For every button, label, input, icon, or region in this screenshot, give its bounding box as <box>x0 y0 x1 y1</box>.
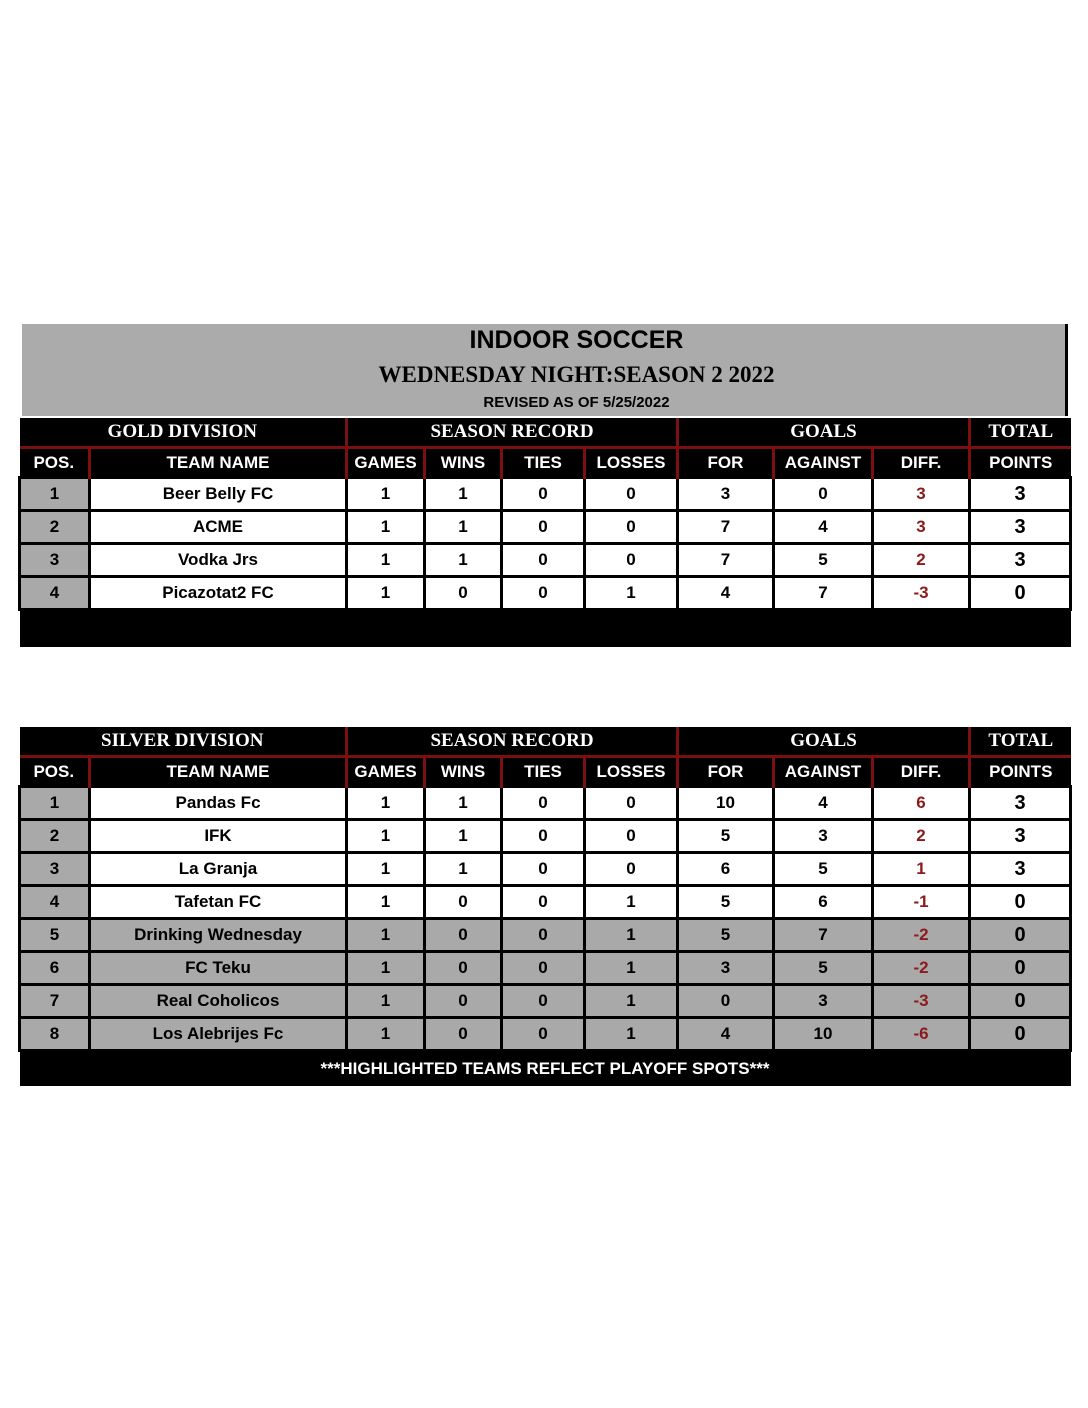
table-row <box>20 1018 1071 1051</box>
goals-against-cell: 6 <box>774 886 873 919</box>
col-ties: TIES <box>502 757 585 787</box>
ties-cell: 0 <box>502 820 585 853</box>
col-wins: WINS <box>425 448 502 478</box>
silver-rows <box>20 787 1071 1051</box>
goals-for-cell: 5 <box>678 886 774 919</box>
team-name-cell: Real Coholicos <box>90 985 347 1018</box>
pos-cell: 1 <box>20 478 90 511</box>
goals-for-cell: 7 <box>678 544 774 577</box>
col-ties: TIES <box>502 448 585 478</box>
col-diff: DIFF. <box>873 757 970 787</box>
ties-cell: 0 <box>502 787 585 820</box>
points-cell: 3 <box>970 544 1071 577</box>
ties-cell: 0 <box>502 886 585 919</box>
pos-cell: 3 <box>20 853 90 886</box>
gold-division-table <box>18 418 1072 647</box>
pos-cell: 2 <box>20 511 90 544</box>
goals-for-cell: 3 <box>678 952 774 985</box>
goals-for-cell: 5 <box>678 919 774 952</box>
goal-diff-cell: 2 <box>873 544 970 577</box>
games-cell: 1 <box>347 511 425 544</box>
losses-cell: 1 <box>585 985 678 1018</box>
goals-for-cell: 5 <box>678 820 774 853</box>
losses-cell: 0 <box>585 853 678 886</box>
wins-cell: 1 <box>425 544 502 577</box>
wins-cell: 1 <box>425 787 502 820</box>
table-row <box>20 820 1071 853</box>
wins-cell: 0 <box>425 577 502 610</box>
pos-cell: 2 <box>20 820 90 853</box>
goals-against-cell: 7 <box>774 919 873 952</box>
goal-diff-cell: 1 <box>873 853 970 886</box>
col-pos: POS. <box>20 448 90 478</box>
wins-cell: 0 <box>425 1018 502 1051</box>
goals-for-cell: 7 <box>678 511 774 544</box>
goal-diff-cell: -2 <box>873 952 970 985</box>
column-header-row <box>20 448 1071 478</box>
col-games: GAMES <box>347 448 425 478</box>
goal-diff-cell: 3 <box>873 511 970 544</box>
points-cell: 0 <box>970 1018 1071 1051</box>
goals-for-cell: 6 <box>678 853 774 886</box>
col-games: GAMES <box>347 757 425 787</box>
division-header-row <box>20 727 1071 757</box>
pos-cell: 3 <box>20 544 90 577</box>
losses-cell: 0 <box>585 511 678 544</box>
table-row <box>20 787 1071 820</box>
points-cell: 0 <box>970 952 1071 985</box>
goal-diff-cell: -6 <box>873 1018 970 1051</box>
col-pos: POS. <box>20 757 90 787</box>
games-cell: 1 <box>347 478 425 511</box>
col-losses: LOSSES <box>585 757 678 787</box>
ties-cell: 0 <box>502 919 585 952</box>
revised-date: REVISED AS OF 5/25/2022 <box>483 394 670 411</box>
col-against: AGAINST <box>774 448 873 478</box>
team-name-cell: Drinking Wednesday <box>90 919 347 952</box>
points-cell: 0 <box>970 919 1071 952</box>
points-cell: 3 <box>970 853 1071 886</box>
wins-cell: 1 <box>425 511 502 544</box>
col-for: FOR <box>678 448 774 478</box>
division-header-row <box>20 418 1071 448</box>
table-row <box>20 577 1071 610</box>
games-cell: 1 <box>347 544 425 577</box>
table-row <box>20 919 1071 952</box>
team-name-cell: ACME <box>90 511 347 544</box>
col-against: AGAINST <box>774 757 873 787</box>
goals-against-cell: 4 <box>774 787 873 820</box>
goals-against-cell: 5 <box>774 952 873 985</box>
wins-cell: 0 <box>425 919 502 952</box>
goals-for-cell: 4 <box>678 1018 774 1051</box>
team-name-cell: Picazotat2 FC <box>90 577 347 610</box>
col-losses: LOSSES <box>585 448 678 478</box>
team-name-cell: Pandas Fc <box>90 787 347 820</box>
table-footer <box>20 1051 1071 1087</box>
silver-division-table <box>18 727 1072 1086</box>
table-row <box>20 478 1071 511</box>
pos-cell: 6 <box>20 952 90 985</box>
ties-cell: 0 <box>502 511 585 544</box>
goals-for-cell: 0 <box>678 985 774 1018</box>
pos-cell: 1 <box>20 787 90 820</box>
goals-against-cell: 4 <box>774 511 873 544</box>
col-points: POINTS <box>970 448 1071 478</box>
goals-against-cell: 5 <box>774 544 873 577</box>
games-cell: 1 <box>347 577 425 610</box>
wins-cell: 0 <box>425 952 502 985</box>
goals-for-cell: 10 <box>678 787 774 820</box>
team-name-cell: IFK <box>90 820 347 853</box>
goal-diff-cell: 6 <box>873 787 970 820</box>
goal-diff-cell: 2 <box>873 820 970 853</box>
points-cell: 0 <box>970 985 1071 1018</box>
goal-diff-cell: 3 <box>873 478 970 511</box>
points-cell: 3 <box>970 820 1071 853</box>
losses-cell: 0 <box>585 787 678 820</box>
table-footer <box>20 610 1071 648</box>
goals-for-cell: 3 <box>678 478 774 511</box>
col-points: POINTS <box>970 757 1071 787</box>
losses-cell: 1 <box>585 1018 678 1051</box>
games-cell: 1 <box>347 853 425 886</box>
team-name-cell: Beer Belly FC <box>90 478 347 511</box>
ties-cell: 0 <box>502 478 585 511</box>
col-team-name: TEAM NAME <box>90 448 347 478</box>
col-team-name: TEAM NAME <box>90 757 347 787</box>
goals-header: GOALS <box>678 418 970 448</box>
pos-cell: 4 <box>20 886 90 919</box>
games-cell: 1 <box>347 985 425 1018</box>
ties-cell: 0 <box>502 853 585 886</box>
wins-cell: 1 <box>425 853 502 886</box>
page-subtitle: WEDNESDAY NIGHT:SEASON 2 2022 <box>378 362 775 387</box>
team-name-cell: Tafetan FC <box>90 886 347 919</box>
table-row <box>20 544 1071 577</box>
losses-cell: 1 <box>585 919 678 952</box>
ties-cell: 0 <box>502 952 585 985</box>
goals-header: GOALS <box>678 727 970 757</box>
ties-cell: 0 <box>502 544 585 577</box>
division-name: SILVER DIVISION <box>20 727 347 757</box>
gold-rows <box>20 478 1071 610</box>
division-name: GOLD DIVISION <box>20 418 347 448</box>
games-cell: 1 <box>347 1018 425 1051</box>
pos-cell: 4 <box>20 577 90 610</box>
losses-cell: 1 <box>585 886 678 919</box>
wins-cell: 0 <box>425 886 502 919</box>
total-header: TOTAL <box>970 418 1071 448</box>
losses-cell: 0 <box>585 478 678 511</box>
ties-cell: 0 <box>502 577 585 610</box>
points-cell: 3 <box>970 478 1071 511</box>
pos-cell: 8 <box>20 1018 90 1051</box>
table-row <box>20 952 1071 985</box>
goal-diff-cell: -3 <box>873 985 970 1018</box>
table-row <box>20 985 1071 1018</box>
col-diff: DIFF. <box>873 448 970 478</box>
total-header: TOTAL <box>970 727 1071 757</box>
season-record-header: SEASON RECORD <box>347 418 678 448</box>
points-cell: 3 <box>970 511 1071 544</box>
goals-for-cell: 4 <box>678 577 774 610</box>
points-cell: 0 <box>970 577 1071 610</box>
losses-cell: 1 <box>585 577 678 610</box>
goal-diff-cell: -2 <box>873 919 970 952</box>
season-record-header: SEASON RECORD <box>347 727 678 757</box>
col-wins: WINS <box>425 757 502 787</box>
team-name-cell: Los Alebrijes Fc <box>90 1018 347 1051</box>
column-header-row <box>20 757 1071 787</box>
title-block <box>22 324 1068 416</box>
games-cell: 1 <box>347 886 425 919</box>
col-for: FOR <box>678 757 774 787</box>
page-title: INDOOR SOCCER <box>469 326 684 354</box>
playoff-note: ***HIGHLIGHTED TEAMS REFLECT PLAYOFF SPOTS*** <box>20 1051 1071 1087</box>
points-cell: 0 <box>970 886 1071 919</box>
goals-against-cell: 10 <box>774 1018 873 1051</box>
games-cell: 1 <box>347 919 425 952</box>
goals-against-cell: 5 <box>774 853 873 886</box>
ties-cell: 0 <box>502 985 585 1018</box>
losses-cell: 0 <box>585 820 678 853</box>
games-cell: 1 <box>347 952 425 985</box>
team-name-cell: Vodka Jrs <box>90 544 347 577</box>
table-row <box>20 886 1071 919</box>
games-cell: 1 <box>347 820 425 853</box>
wins-cell: 1 <box>425 478 502 511</box>
goals-against-cell: 7 <box>774 577 873 610</box>
ties-cell: 0 <box>502 1018 585 1051</box>
table-row <box>20 853 1071 886</box>
games-cell: 1 <box>347 787 425 820</box>
wins-cell: 1 <box>425 820 502 853</box>
goal-diff-cell: -3 <box>873 577 970 610</box>
losses-cell: 0 <box>585 544 678 577</box>
pos-cell: 7 <box>20 985 90 1018</box>
team-name-cell: La Granja <box>90 853 347 886</box>
table-row <box>20 511 1071 544</box>
goal-diff-cell: -1 <box>873 886 970 919</box>
points-cell: 3 <box>970 787 1071 820</box>
pos-cell: 5 <box>20 919 90 952</box>
goals-against-cell: 3 <box>774 820 873 853</box>
team-name-cell: FC Teku <box>90 952 347 985</box>
losses-cell: 1 <box>585 952 678 985</box>
goals-against-cell: 3 <box>774 985 873 1018</box>
goals-against-cell: 0 <box>774 478 873 511</box>
wins-cell: 0 <box>425 985 502 1018</box>
